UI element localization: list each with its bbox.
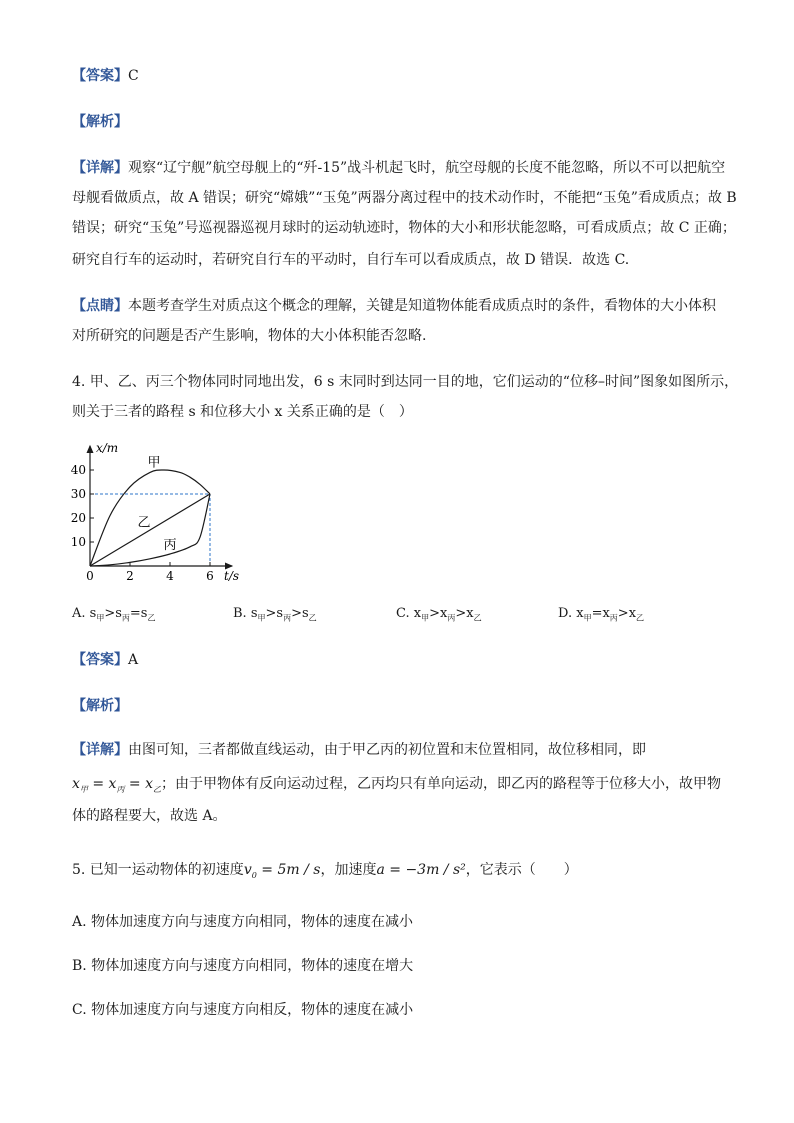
detail-text: 由图可知，三者都做直线运动，由于甲乙丙的初位置和末位置相同，故位移相同，即 [128,742,646,758]
detail-text: 观察“辽宁舰”航空母舰上的“歼-15”战斗机起飞时，航空母舰的长度不能忽略，所以不可以把航空 [128,160,726,176]
y-tick-label-1: 20 [70,511,86,525]
position-time-chart [66,432,246,588]
y-tick-label-3: 40 [70,463,86,477]
x-tick-label-1: 2 [126,569,134,583]
answer-tag: 【答案】 [72,652,128,668]
series-label-2: 丙 [163,538,177,554]
q4-option-a[interactable]: A. $s_甲>s_丙=s_乙$ [72,606,156,623]
y-tick-label-2: 30 [70,487,86,501]
q4-detail-line-1 [72,740,732,760]
x-axis-label: t/s [224,569,240,583]
comment-tag: 【点睛】 [72,298,128,314]
q4-detail-line-3: 体的路程要大，故选 A。 [72,808,227,824]
comment-text: 本题考查学生对质点这个概念的理解，关键是知道物体能看成质点时的条件，看物体的大小体积 [128,298,716,314]
series-label-0: 甲 [147,455,161,471]
x-tick-label-0: 0 [86,569,94,583]
answer-value: C [128,68,139,84]
initial-velocity: $v_0 = 5m / s$ [243,862,321,880]
q3-analysis [72,112,732,132]
q4-option-c[interactable]: C. $x_甲>x_丙>x_乙$ [396,606,482,623]
q4-stem-line-2: 则关于三者的路程 s 和位移大小 x 关系正确的是（ ） [72,404,413,420]
q3-detail-line-3: 错误；研究“玉兔”号巡视器巡视月球时的运动轨迹时，物体的大小和形状能忽略，可看成质点；故 C 正确； [72,220,736,236]
detail-tag: 【详解】 [72,160,128,176]
q4-option-b[interactable]: B. $s_甲>s_丙>s_乙$ [233,606,317,623]
q4-option-d[interactable]: D. $x_甲=x_丙>x_乙$ [558,606,645,623]
q5-option-a[interactable]: A. 物体加速度方向与速度方向相同，物体的速度在减小 [72,914,414,930]
analysis-tag: 【解析】 [72,114,128,130]
q4-stem-line-1: 4. 甲、乙、丙三个物体同时同地出发，6 s 末同时到达同一目的地，它们运动的“位移–时间”图象如图所示， [72,374,739,390]
q5-option-b[interactable]: B. 物体加速度方向与速度方向相同，物体的速度在增大 [72,958,414,974]
y-axis-label: x/m [96,441,119,455]
q5-option-c[interactable]: C. 物体加速度方向与速度方向相反，物体的速度在减小 [72,1002,414,1018]
analysis-tag: 【解析】 [72,698,128,714]
y-tick-label-0: 10 [70,535,86,549]
answer-tag: 【答案】 [72,68,128,84]
q3-answer [72,66,732,86]
displacement-equation: $x_甲 = x_丙 = x_乙$ [72,776,161,794]
q4-answer [72,650,732,670]
q4-analysis [72,696,732,716]
detail-tag: 【详解】 [72,742,128,758]
q3-detail-line-4: 研究自行车的运动时，若研究自行车的平动时，自行车可以看成质点，故 D 错误．故选 C. [72,252,630,268]
x-tick-label-2: 4 [166,569,174,583]
q5-stem: 5. 已知一运动物体的初速度$v_0 = 5m / s$，加速度a = −3m / s²，它表示（ ） [72,862,578,880]
q4-detail-line-2: $x_甲 = x_丙 = x_乙$；由于甲物体有反向运动过程，乙丙均只有单向运动，即乙丙的路程等于位移大小，故甲物 [72,776,721,794]
answer-value: A [128,652,139,668]
x-tick-label-3: 6 [206,569,214,583]
series-label-1: 乙 [137,515,151,531]
q3-detail-line-2: 母舰看做质点，故 A 错误；研究“嫦娥”“玉兔”两器分离过程中的技术动作时，不能把“玉兔”看成质点；故 B [72,190,737,206]
q3-comment-line-2: 对所研究的问题是否产生影响，物体的大小体积能否忽略. [72,328,427,344]
q3-detail-line-1 [72,158,732,178]
q3-comment-line-1 [72,296,732,316]
acceleration: a = −3m / s² [376,862,466,878]
